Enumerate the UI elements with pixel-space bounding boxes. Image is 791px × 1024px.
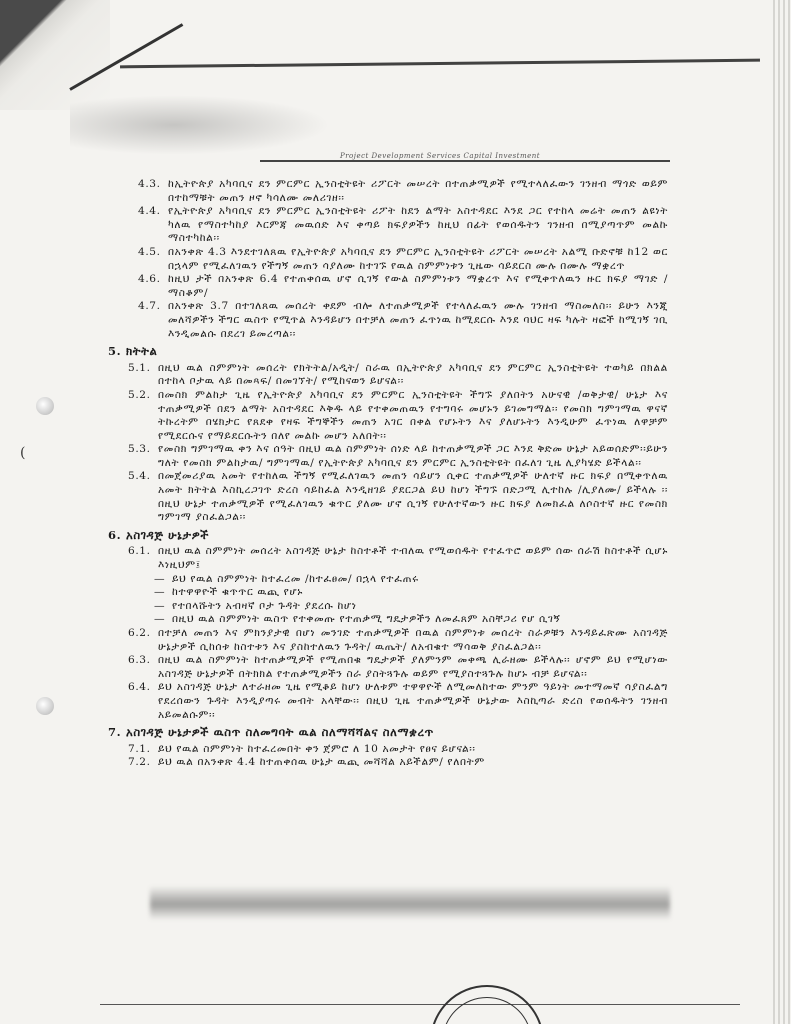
document-body	[108, 178, 668, 770]
clause-text: ይህ የዉል ስምምነት ከተፈረመበት ቀን ጀምሮ ለ 10 አመታት የፀና ይሆናል፡፡	[158, 742, 476, 755]
items-4x	[108, 178, 668, 341]
punch-hole	[36, 397, 54, 415]
bullet-item	[154, 586, 668, 600]
bullet-text: የተበላሹትን አብዛኛ ቦታ ጉዳት ያደረሱ ከሆነ	[172, 599, 357, 612]
clause-number: 7.2.	[128, 756, 151, 769]
clause-5-3	[108, 443, 668, 470]
section-title: ክትትል	[126, 344, 158, 359]
clause-text: የኢትዮጵያ አካባቢና ደን ምርምር ኢንስቲትዩት ሪፖት ከደን ልማት አስተዳደር እንደ ጋር የተከላ መሬት መጠን ልዩነት ካለዉ የማስተካከያ እርምጃ መዉሰድ እና ቀጣይ ክፍያዎችን ከዚህ በፊት የወሰዱትን ገንዘብ በሚያጣጥም መልኩ ማስተካከል፡፡	[168, 205, 668, 245]
clause-6-3	[108, 654, 668, 681]
clause-number: 4.3.	[138, 178, 161, 190]
clause-text: በዚህ ዉል ስምምነት መሰረት አስገዳጅ ሁኔታ ከስተቶች ተብለዉ የሚወሰዱት የተፈጥሮ ወይም ሰው ሰራሽ ከስተቶች ሲሆኑ እነዚህም፤	[158, 545, 668, 572]
clause-text: በመስክ ምልከታ ጊዜ የኢትዮጵያ አካባቢና ደን ምርምር ኢንስቲትዩት ችግኙ ያለበትን አሁናዊ /ወቅታዊ/ ሁኔታ እና ተጠቃሚዎች በደን ልማት አስተዳደር እቅዱ ላይ የተቀመጠዉን የተግባሩ መሆኑን ይገመግማል፡፡ የመስክ ግምገማዉ ዋናኛ ትኩረትም በሄክታር የጸደቀ የዛፍ ችግኞችን መጠን አገር በቀል የሆኑትን እና ያለሆኑትን እንዲሁም ፈጥነዉ ለዋቻም የሚደርሱና የማይደርሱትን በለየ መልኩ መሆን አለበት፡፡	[158, 388, 668, 442]
clause-number: 6.3.	[128, 654, 151, 667]
clause-5-1	[108, 362, 668, 389]
clause-text: በአንቀጽ 4.3 እንደተገለጸዉ የኢትዮጵያ አካባቢና ደን ምርምር ኢንስቲትዩት ሪፖርት መሠረት አልሚ ቡድኖቹ ከ12 ወር በኋላም የሚፈለገዉን የችግኝ መጠን ሳያለሙ ከተገኙ የዉል ስምምነቱን ጊዜው ሳይደርስ ሙሉ በሙሉ ማቋረጥ	[168, 245, 668, 272]
clause-4-7	[108, 300, 668, 341]
scan-blur-band	[150, 886, 670, 920]
bottom-rule	[100, 1004, 740, 1005]
clause-6-1	[108, 545, 668, 572]
clause-text: ከዚህ ታች በአንቀጽ 6.4 የተጠቀሰዉ ሆኖ ሲገኝ የውል ስምምነቱን ማቋረጥ እና የሚቀጥለዉን ዙር ክፍያ ማገድ /ማስቆም/	[168, 273, 668, 299]
dash-bullet-icon: —	[154, 613, 166, 626]
clause-7-1	[108, 743, 668, 757]
clause-number: 5.4.	[128, 470, 151, 483]
clause-5-2	[108, 389, 668, 443]
clause-number: 6.1.	[128, 545, 151, 558]
official-stamp	[430, 985, 544, 1024]
top-rule-line	[120, 59, 760, 69]
clause-number: 4.6.	[138, 273, 161, 286]
clause-7-2	[108, 756, 668, 770]
clause-5-4	[108, 470, 668, 524]
clause-text: በዚህ ዉል ስምምነት ከተጠቃሚዎች የሚጠበቁ ግዴታዎች ያለምንም መቀጫ ሊራዘሙ ይችላሉ፡፡ ሆኖም ይህ የሚሆነው አስገዳጅ ሁኔታዎች በትክክል የተጠቃሚዎችን ስራ ያስትጓጉሉ ወይም የሚያስተጓጉሉ ከሆኑ ብቻ ይሆናል፡፡	[158, 654, 668, 680]
bullet-item	[154, 613, 668, 627]
clause-4-6	[108, 273, 668, 300]
clause-text: በአንቀጽ 3.7 በተገለጸዉ መሰረት ቀደም ብሎ ለተጠቃሚዎች የተላለፈዉን ሙሉ ገንዘብ ማስመለስ፡፡ ይሁን እንጂ መለሻዎችን ችግር ዉስጥ የሚጥል እንዳይሆን በተቻለ መጠን ፈጥነዉ ከሚደርሱ እንደ ባህር ዛፍ ካሉት ዛፎች ከሚገኝ ገቢ እንዲመልሱ በደረገ ይመረጣል፡፡	[168, 300, 668, 340]
clause-text: የመስክ ግምገማዉ ቀን እና ሰዓት በዚህ ዉል ስምምነት ሰነድ ላይ ከተጠቃሚዎች ጋር እንደ ቅድመ ሁኔታ አይወሰድም፡፡ይሁን ግለት የመስክ ምልከታዉ/ ግምገማዉ/ የኢትዮጵያ አካባቢና ደን ምርምር ኢንስቲትዩት በፈለገ ጊዜ ሊያካሄድ ይችላል፡፡	[158, 443, 668, 469]
section-7-heading	[108, 726, 668, 740]
bullet-item	[154, 600, 668, 614]
clause-number: 5.1.	[128, 361, 151, 374]
section-number: 5.	[108, 344, 122, 359]
scan-smudge	[70, 95, 330, 155]
section-5-heading	[108, 345, 668, 359]
clause-number: 5.2.	[128, 388, 151, 401]
clause-number: 6.4.	[128, 681, 151, 694]
clause-text: ይህ አስገዳጅ ሁኔታ ለተራዘመ ጊዜ የሚቆይ ከሆነ ሁለቱም ተዋዋዮች ለሚመለከተው ምንም ዓይነት መተማመኛ ሳያስፈልግ የደረሰውን ጉዳት እንዲያጣሩ መብት አላቸው፡፡ በዚህ ጊዜ ተጠቃሚዎች ሁኔታው እስኪጣራ ድረስ የወሰዱትን ገንዘብ አይመልሱም፡፡	[158, 681, 668, 721]
clause-text: በመጀመሪያዉ አመት የተከለዉ ችግኝ የሚፈለገዉን መጠን ሳይሆን ሲቀር ተጠቃሚዎች ሁለተኛ ዙር ክፍያ በሚቀጥለዉ አመት ክትትል እስኪረጋገጥ ድረስ ሳይከፈል እንዲዘገይ ያደርጋል ይህ ከሆነ ችግኙ በድጋሚ ሊተከሉ /ሊያለሙ/ ይችላሉ ፡፡ በዚህ ሁኔታ ተጠቃሚዎች የሚፈለገዉን ቁጥር ያለሙ ሆኖ ሲገኝ የሁለተኛውን ዙር ክፍያ ለመክፈል ለሶስተኛ ዙር የመስክ ግምገማ ያስፈልጋል፡፡	[158, 470, 668, 524]
clause-text: በዚህ ዉል ስምምነት መሰረት የክትትል/አዲት/ ስራዉ በኢትዮጵያ አካባቢና ደን ምርምር ኢንስቲትዩት ተወካይ በክልል በተከላ ቦታዉ ላይ በመጻፍ/ በመገኘት/ የሚከናወን ይሆናል፡፡	[158, 361, 668, 388]
header-rule	[260, 160, 670, 162]
clause-text: ከኢትዮጵያ አካባቢና ደን ምርምር ኢንስቲትዩት ሪፖርት መሠረት በተጠቃሚዎች የሚተላለፈውን ገንዘብ ማጎድ ወይም በተከማቹት መጠን ዞኖ ካሳለሙ መለሪገዘ፡፡	[168, 178, 668, 204]
section-number: 7.	[108, 725, 122, 740]
stacked-page-edges	[773, 0, 791, 1024]
bullet-text: ይህ የዉል ስምምነት ከተፈረመ /ከተፈፀመ/ በኋላ የተፈጠሩ	[172, 572, 419, 585]
clause-4-5	[108, 246, 668, 273]
clause-number: 4.5.	[138, 245, 161, 258]
clause-number: 4.4.	[138, 205, 161, 218]
punch-hole	[36, 697, 54, 715]
header-note: Project Development Services Capital Investment	[340, 152, 541, 160]
clause-number: 7.1.	[128, 742, 151, 755]
dash-bullet-icon: —	[154, 586, 166, 599]
margin-mark: (	[20, 445, 26, 461]
dash-bullet-icon: —	[154, 599, 166, 612]
items-5x	[108, 362, 668, 525]
items-6x	[108, 627, 668, 722]
section-6-heading	[108, 529, 668, 543]
items-7x	[108, 743, 668, 770]
dash-bullet-icon: —	[154, 572, 166, 585]
folded-corner	[0, 0, 110, 110]
section-title: አስገዳጅ ሁኔታዎች	[126, 527, 210, 542]
clause-6-1-bullets	[108, 573, 668, 627]
section-title: አስገዳጅ ሁኔታዎች ዉስጥ ስለመግባት ዉል ስለማሻሻልና ስለማቋረጥ	[126, 725, 434, 740]
clause-number: 6.2.	[128, 627, 151, 639]
clause-text: ይህ ዉል በአንቀጽ 4.4 ከተጠቀሰዉ ሁኔታ ዉጪ መሻሻል አይችልም/ የለበትም	[158, 756, 485, 769]
clause-4-4	[108, 205, 668, 246]
clause-number: 5.3.	[128, 443, 151, 456]
bullet-item	[154, 573, 668, 587]
section-number: 6.	[108, 527, 122, 542]
clause-6-4	[108, 681, 668, 722]
bullet-text: በዚህ ዉል ስምምነት ዉስጥ የተቀመጡ የተጠቃሚ ግዴታዎችን ለመፈጸም አስቸጋሪ የሆ ሲገኝ	[172, 613, 561, 626]
bullet-text: ከተዋዋዮች ቁጥጥር ዉጪ የሆኑ	[172, 586, 304, 599]
clause-6-2	[108, 627, 668, 654]
clause-number: 4.7.	[138, 300, 161, 313]
clause-4-3	[108, 178, 668, 205]
clause-text: በተቻለ መጠን እና ምክንያታዊ በሆነ መንገድ ተጠቃሚዎች በዉል ስምምነቱ መሰረት ስራዎቹን እንዳይፈጽሙ አስገዳጅ ሁኔታዎች ሲከሰቱ ከስተቱን እና ያስከተለዉን ጉዳት/ ዉጤት/ ለአብቁተ ማሳወቅ ያስፈልጋል፡፡	[158, 627, 668, 653]
